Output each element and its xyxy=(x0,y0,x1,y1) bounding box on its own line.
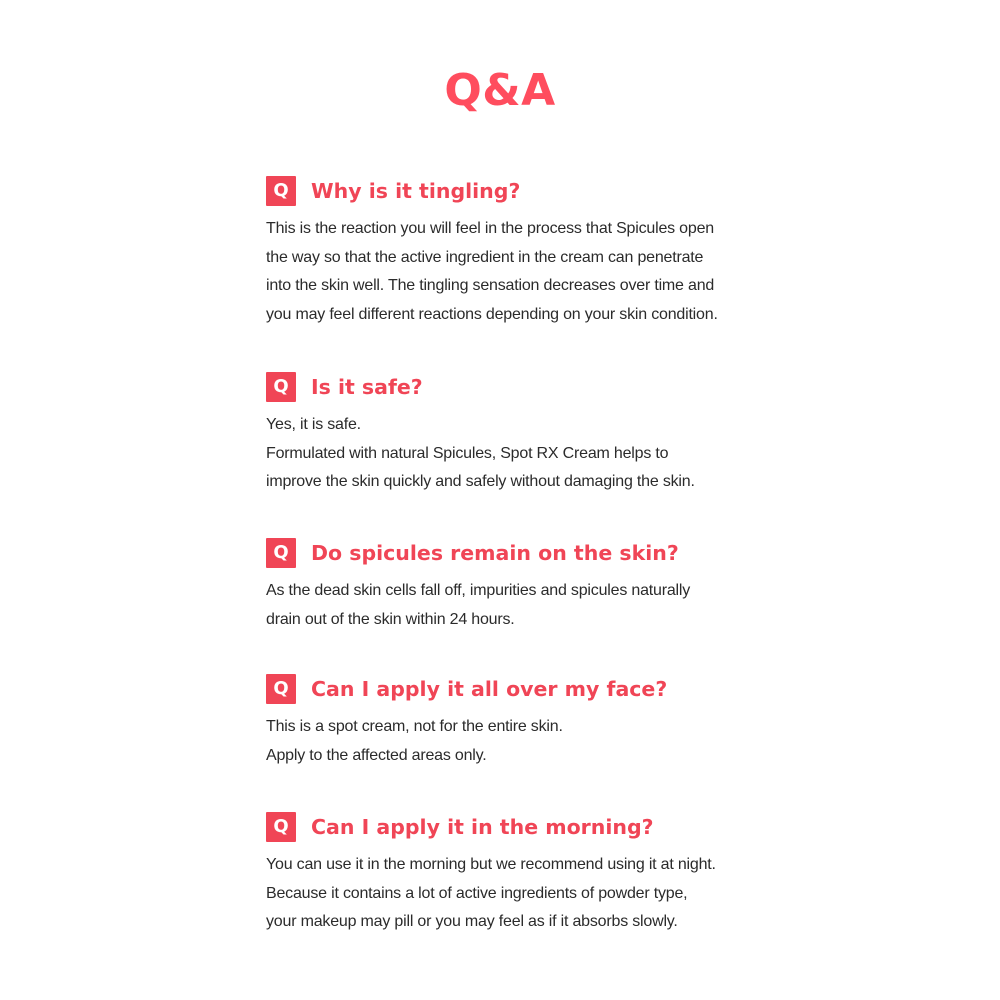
q-badge-icon: Q xyxy=(266,372,296,402)
question-text: Do spicules remain on the skin? xyxy=(311,541,679,565)
qa-item xyxy=(266,812,766,937)
question-row xyxy=(266,812,766,842)
answer-line: As the dead skin cells fall off, impurities and spicules naturally xyxy=(266,582,691,599)
question-text: Can I apply it in the morning? xyxy=(311,815,654,839)
question-text: Can I apply it all over my face? xyxy=(311,677,668,701)
answer-line: the way so that the active ingredient in the cream can penetrate xyxy=(266,248,704,266)
qa-item xyxy=(266,674,766,770)
answer-line: Yes, it is safe. xyxy=(266,416,361,433)
q-badge-icon: Q xyxy=(266,176,296,206)
question-row xyxy=(266,538,766,568)
answer-line: Formulated with natural Spicules, Spot RX Cream helps to xyxy=(266,444,669,462)
qa-item xyxy=(266,372,766,497)
answer-line: Apply to the affected areas only. xyxy=(266,746,487,764)
answer-text xyxy=(266,411,766,497)
answer-line: You can use it in the morning but we recommend using it at night. xyxy=(266,856,716,873)
answer-text xyxy=(266,577,766,634)
answer-line: improve the skin quickly and safely without damaging the skin. xyxy=(266,473,695,490)
answer-line: your makeup may pill or you may feel as if it absorbs slowly. xyxy=(266,913,678,930)
q-badge-icon: Q xyxy=(266,674,296,704)
answer-line: drain out of the skin within 24 hours. xyxy=(266,610,515,628)
answer-line: Because it contains a lot of active ingredients of powder type, xyxy=(266,884,688,902)
page-title: Q&A xyxy=(444,65,556,116)
answer-line: This is a spot cream, not for the entire skin. xyxy=(266,718,563,735)
qa-item xyxy=(266,176,766,329)
question-row xyxy=(266,674,766,704)
question-text: Why is it tingling? xyxy=(311,179,521,203)
question-row xyxy=(266,176,766,206)
answer-line: you may feel different reactions depending on your skin condition. xyxy=(266,305,718,323)
question-row xyxy=(266,372,766,402)
answer-text xyxy=(266,713,766,770)
answer-line: This is the reaction you will feel in the process that Spicules open xyxy=(266,220,714,237)
answer-line: into the skin well. The tingling sensation decreases over time and xyxy=(266,277,715,294)
q-badge-icon: Q xyxy=(266,812,296,842)
answer-text xyxy=(266,215,766,329)
q-badge-icon: Q xyxy=(266,538,296,568)
answer-text xyxy=(266,851,766,937)
question-text: Is it safe? xyxy=(311,375,423,399)
qa-item xyxy=(266,538,766,634)
